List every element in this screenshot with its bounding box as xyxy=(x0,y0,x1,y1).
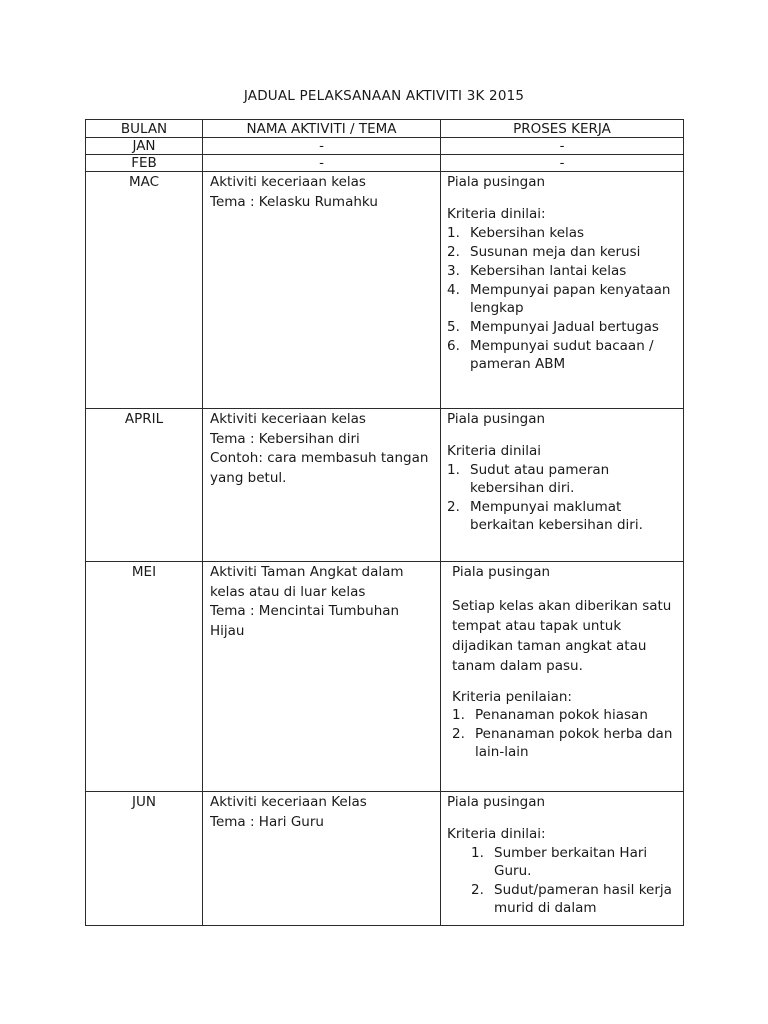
list-item: 1. Sudut atau pameran kebersihan diri. xyxy=(447,462,610,496)
proses-mac xyxy=(441,172,684,409)
aktiviti-mei xyxy=(203,562,441,792)
aktiviti-april xyxy=(203,409,441,562)
header-row xyxy=(86,120,684,138)
aktiviti-feb: - xyxy=(203,155,441,172)
proses-april xyxy=(441,409,684,562)
proses-mei xyxy=(441,562,684,792)
kriteria-list xyxy=(447,844,679,917)
description: Setiap kelas akan diberikan satu tempat atau tapak untuk dijadikan taman angkat atau tanam dalam pasu. xyxy=(452,598,672,674)
table-row-april xyxy=(86,409,684,562)
kriteria-list xyxy=(447,461,679,534)
list-item: 2. Penanaman pokok herba dan lain-lain xyxy=(452,726,673,760)
month-jun: JUN xyxy=(86,792,203,926)
aktiviti-jan: - xyxy=(203,138,441,155)
month-april: APRIL xyxy=(86,409,203,562)
kriteria-label: Kriteria penilaian: xyxy=(452,689,572,705)
list-item: 1. Penanaman pokok hiasan xyxy=(452,707,648,723)
kriteria-list xyxy=(447,224,679,373)
list-item: 3. Kebersihan lantai kelas xyxy=(447,263,627,279)
aktiviti-line: Aktiviti Taman Angkat dalam kelas atau di luar kelas xyxy=(210,564,404,600)
kriteria-label: Kriteria dinilai xyxy=(447,443,542,459)
header-aktiviti: NAMA AKTIVITI / TEMA xyxy=(203,120,441,138)
list-item: 2. Mempunyai maklumat berkaitan kebersihan diri. xyxy=(447,499,643,533)
kriteria-label: Kriteria dinilai: xyxy=(447,826,546,842)
list-item: 2. Susunan meja dan kerusi xyxy=(447,244,641,260)
aktiviti-mac xyxy=(203,172,441,409)
list-item: 4. Mempunyai papan kenyataan lengkap xyxy=(447,282,671,316)
table-row-mei xyxy=(86,562,684,792)
table-row-jan xyxy=(86,138,684,155)
aktiviti-jun xyxy=(203,792,441,926)
table-row-feb xyxy=(86,155,684,172)
list-item: 5. Mempunyai Jadual bertugas xyxy=(447,319,659,335)
tema-line: Tema : Mencintai Tumbuhan Hijau xyxy=(210,603,400,639)
proses-feb: - xyxy=(441,155,684,172)
month-jan: JAN xyxy=(86,138,203,155)
header-bulan: BULAN xyxy=(86,120,203,138)
aktiviti-line: Aktiviti keceriaan Kelas xyxy=(210,794,367,810)
piala-label: Piala pusingan xyxy=(447,794,546,810)
table-row-jun xyxy=(86,792,684,926)
list-item: 6. Mempunyai sudut bacaan / pameran ABM xyxy=(447,338,654,372)
piala-label: Piala pusingan xyxy=(447,174,546,190)
kriteria-list xyxy=(452,706,679,761)
piala-label: Piala pusingan xyxy=(452,564,551,580)
schedule-table xyxy=(85,119,684,926)
piala-label: Piala pusingan xyxy=(447,411,546,427)
month-mac: MAC xyxy=(86,172,203,409)
page-title: JADUAL PELAKSANAAN AKTIVITI 3K 2015 xyxy=(243,88,525,104)
header-proses: PROSES KERJA xyxy=(441,120,684,138)
aktiviti-line: Aktiviti keceriaan kelas xyxy=(210,174,366,190)
aktiviti-line: Aktiviti keceriaan kelas xyxy=(210,411,366,427)
tema-line: Tema : Kebersihan diri xyxy=(210,430,360,447)
tema-line: Tema : Hari Guru xyxy=(210,813,324,830)
proses-jun xyxy=(441,792,684,926)
kriteria-label: Kriteria dinilai: xyxy=(447,206,546,222)
tema-line: Tema : Kelasku Rumahku xyxy=(210,193,378,210)
month-feb: FEB xyxy=(86,155,203,172)
month-mei: MEI xyxy=(86,562,203,792)
list-item: 1. Kebersihan kelas xyxy=(447,225,585,241)
list-item: 2. Sudut/pameran hasil kerja murid di dalam xyxy=(471,882,672,916)
list-item: 1. Sumber berkaitan Hari Guru. xyxy=(471,845,648,879)
contoh-line: Contoh: cara membasuh tangan yang betul. xyxy=(210,450,429,486)
table-row-mac xyxy=(86,172,684,409)
proses-jan: - xyxy=(441,138,684,155)
